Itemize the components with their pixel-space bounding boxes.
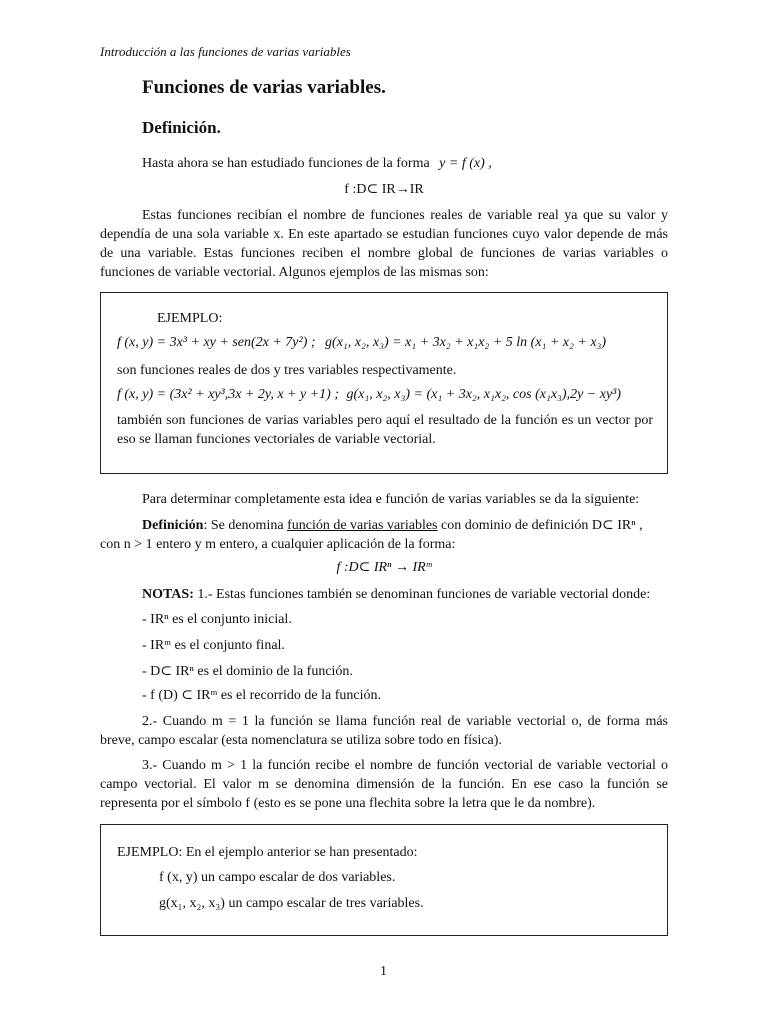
notes-line-1 — [100, 585, 668, 604]
notes-3: 3.- Cuando m > 1 la función recibe el nombre de función vectorial de variable vectorial o campo vectorial. El valor m se denomina dimensión de la función. En ese caso la función se representa por el símbolo f (esto es se pone una flechita sobre la letra que le da nombre). — [100, 758, 668, 811]
definition-line-2: con n > 1 entero y m entero, a cualquier aplicación de la forma: — [100, 537, 456, 552]
example-1-label: EJEMPLO: — [157, 311, 223, 326]
definition-mapping: f :D⊂ IRⁿ → IRᵐ — [336, 560, 432, 575]
notes-label: NOTAS: — [142, 587, 194, 602]
example-box-1 — [100, 292, 668, 474]
section-title: Definición. — [142, 118, 221, 137]
notes-item: - D⊂ IRⁿ es el dominio de la función. — [142, 664, 353, 679]
definition-term: función de varias variables — [287, 518, 438, 533]
example-1-fvec: f (x, y) = (3x² + xy³,3x + 2y, x + y +1) ; — [117, 387, 339, 402]
example-1-g: g(x₁, x₂, x₃) = x₁ + 3x₂ + x₁x₂ + 5 ln (x₁ + x₂ + x₃) — [325, 335, 607, 350]
example-1-vector-formulas — [117, 385, 653, 404]
example-2-line-1: f (x, y) un campo escalar de dos variables. — [159, 870, 396, 885]
page-title: Funciones de varias variables. — [142, 77, 386, 98]
definition-label: Definición — [142, 518, 204, 533]
notes-item: - IRⁿ es el conjunto inicial. — [142, 612, 292, 627]
definition-text-b: con dominio de definición D⊂ IRⁿ , — [441, 518, 643, 533]
intro-mapping: f :D⊂ IR→IR — [344, 182, 424, 197]
example-1-formulas — [117, 333, 653, 352]
notes-2: 2.- Cuando m = 1 la función se llama función real de variable vectorial o, de forma más breve, campo escalar (esta nomenclatura se utiliza sobre todo en física). — [100, 714, 668, 748]
example-1-f: f (x, y) = 3x³ + xy + sen(2x + 7y²) ; — [117, 335, 316, 350]
intro-formula: y = f (x) , — [439, 156, 492, 171]
example-2-intro: EJEMPLO: En el ejemplo anterior se han presentado: — [117, 845, 418, 860]
definition-text-a: : Se denomina — [203, 518, 284, 533]
intro-line — [100, 154, 668, 173]
example-1-gvec: g(x₁, x₂, x₃) = (x₁ + 3x₂, x₁x₂, cos (x₁x₃),2y − xy³) — [346, 387, 622, 402]
example-2-line-2: g(x₁, x₂, x₃) un campo escalar de tres variables. — [159, 896, 424, 911]
definition-line — [100, 516, 668, 535]
running-header: Introducción a las funciones de varias variables — [100, 44, 351, 59]
example-1-desc-2: también son funciones de varias variables pero aquí el resultado de la función es un vector por eso se llaman funciones vectoriales de variable vectorial. — [117, 413, 653, 447]
notes-item: - IRᵐ es el conjunto final. — [142, 638, 285, 653]
page-number: 1 — [380, 964, 387, 979]
example-box-2 — [100, 824, 668, 936]
notes-item: - f (D) ⊂ IRᵐ es el recorrido de la función. — [142, 688, 381, 703]
notes-1: 1.- Estas funciones también se denominan funciones de variable vectorial donde: — [197, 587, 651, 602]
paragraph-1: Estas funciones recibían el nombre de funciones reales de variable real ya que su valor y dependía de una sola variable x. En este apartado se estudian funciones cuyo valor depende de más de una variable. Estas funciones reciben el nombre global de funciones de varias variables o funciones de variable vectorial. Algunos ejemplos de las mismas son: — [100, 208, 668, 280]
example-1-desc: son funciones reales de dos y tres variables respectivamente. — [117, 363, 457, 378]
paragraph-2: Para determinar completamente esta idea e función de varias variables se da la siguiente: — [142, 492, 640, 507]
intro-text: Hasta ahora se han estudiado funciones de la forma — [142, 156, 430, 171]
